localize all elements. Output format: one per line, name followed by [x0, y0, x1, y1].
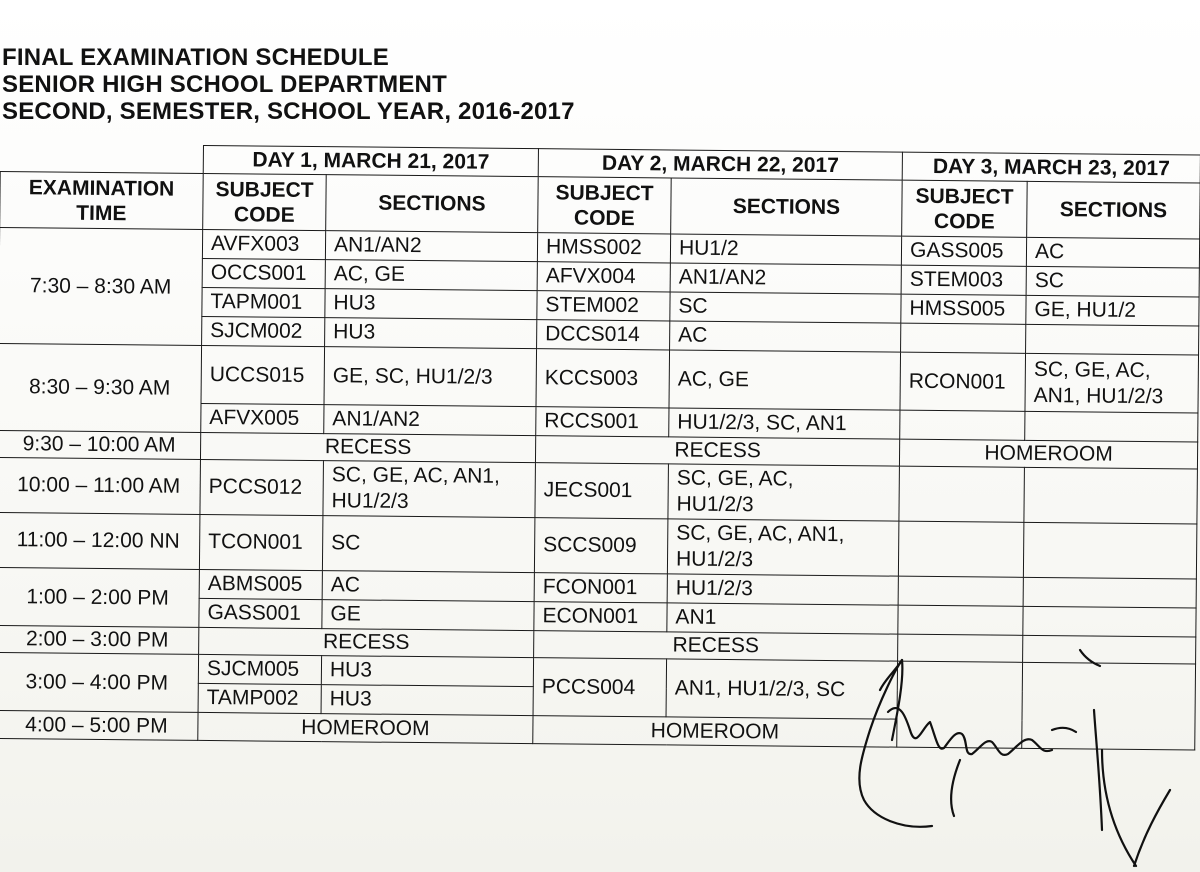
sections-cell: AN1 — [667, 603, 898, 634]
title-line-1: FINAL EXAMINATION SCHEDULE — [2, 44, 389, 71]
day3-header: DAY 3, MARCH 23, 2017 — [902, 152, 1200, 183]
sections-line: SC, GE, AC, AN1, — [676, 521, 845, 547]
sections-line: SC, GE, AC, — [1033, 357, 1151, 382]
day3-code-header-l2: CODE — [933, 209, 995, 234]
sections-cell: AC, GE — [669, 350, 901, 410]
header-corner — [0, 144, 203, 174]
time-slot-1000: 10:00 – 11:00 AM — [0, 457, 200, 514]
sections-cell — [667, 519, 899, 576]
day3-code-header — [902, 180, 1028, 237]
sections-cell: HU3 — [325, 289, 537, 320]
sections-cell: AC — [1026, 237, 1199, 268]
sections-cell: GE, HU1/2 — [1026, 295, 1199, 326]
exam-time-header — [0, 172, 203, 230]
subject-code: SJCM002 — [202, 316, 325, 346]
subject-code: TAPM001 — [202, 287, 325, 317]
day3-sections-header: SECTIONS — [1027, 181, 1200, 239]
subject-code: GASS001 — [199, 598, 322, 628]
subject-code: HMSS002 — [537, 233, 670, 263]
empty-cell — [1023, 635, 1196, 664]
subject-code: ECON001 — [534, 602, 667, 632]
empty-cell — [899, 466, 1025, 522]
day1-homeroom: HOMEROOM — [198, 712, 533, 743]
subject-code: KCCS003 — [536, 349, 670, 408]
subject-code: AVFX003 — [202, 229, 325, 259]
day1-recess: RECESS — [199, 627, 534, 657]
sections-cell: AN1/AN2 — [324, 405, 536, 436]
subject-code: OCCS001 — [202, 258, 325, 288]
subject-code: AFVX004 — [537, 262, 670, 292]
empty-cell — [898, 605, 1023, 635]
empty-cell — [898, 634, 1023, 662]
sections-cell — [323, 461, 536, 518]
subject-code: RCCS001 — [536, 407, 669, 437]
sections-cell: HU1/2/3 — [667, 574, 898, 605]
empty-cell — [898, 521, 1024, 577]
sections-line: HU1/2/3 — [676, 492, 754, 517]
subject-code: FCON001 — [534, 573, 667, 603]
empty-cell — [897, 661, 1023, 748]
subject-code: ABMS005 — [199, 569, 322, 599]
day1-code-header-l2: CODE — [233, 202, 295, 227]
empty-cell — [1023, 606, 1196, 637]
sections-cell: GE, SC, HU1/2/3 — [324, 347, 537, 407]
day1-code-header-l1: SUBJECT — [215, 177, 314, 202]
sections-cell: SC — [322, 516, 535, 573]
time-slot-400: 4:00 – 5:00 PM — [0, 710, 198, 740]
empty-cell — [1022, 662, 1196, 750]
sections-cell: HU3 — [325, 318, 537, 349]
title-line-2: SENIOR HIGH SCHOOL DEPARTMENT — [2, 71, 447, 98]
sections-cell: AC, GE — [325, 260, 537, 291]
time-slot-1100: 11:00 – 12:00 NN — [0, 512, 200, 569]
sections-cell: HU1/2/3, SC, AN1 — [669, 408, 900, 439]
day2-code-header — [538, 177, 672, 234]
day3-homeroom: HOMEROOM — [899, 439, 1197, 469]
subject-code: SCCS009 — [534, 518, 668, 574]
subject-code: UCCS015 — [201, 345, 325, 404]
sections-line: SC, GE, AC, AN1, — [331, 463, 500, 488]
subject-code: TCON001 — [199, 514, 323, 570]
empty-cell — [898, 576, 1023, 606]
empty-cell — [1023, 522, 1197, 579]
empty-cell — [1023, 577, 1196, 608]
subject-code: JECS001 — [535, 463, 669, 519]
sections-cell: GE — [322, 600, 534, 631]
day3-code-header-l1: SUBJECT — [915, 184, 1014, 209]
sections-line: SC, GE, AC, — [676, 466, 794, 491]
table-row — [0, 343, 1199, 413]
day2-sections-header: SECTIONS — [671, 178, 903, 236]
empty-cell — [1025, 411, 1198, 442]
exam-time-header-l1: EXAMINATION — [28, 175, 175, 201]
sections-cell: AC — [670, 321, 901, 352]
sections-line: HU1/2/3 — [675, 547, 754, 572]
subject-code: PCCS004 — [533, 658, 667, 717]
time-slot-300: 3:00 – 4:00 PM — [0, 652, 199, 712]
day1-sections-header: SECTIONS — [326, 175, 539, 233]
sections-cell: HU3 — [321, 656, 533, 687]
day2-recess: RECESS — [535, 436, 899, 466]
empty-cell — [901, 323, 1026, 353]
time-slot-200: 2:00 – 3:00 PM — [0, 625, 199, 654]
subject-code: AFVX005 — [201, 403, 324, 433]
sections-cell: AN1/AN2 — [670, 263, 901, 294]
empty-cell — [1024, 467, 1198, 524]
subject-code: DCCS014 — [537, 320, 670, 350]
subject-code: STEM003 — [901, 265, 1026, 295]
sections-cell: HU3 — [321, 685, 533, 716]
exam-time-header-l2: TIME — [76, 201, 127, 225]
subject-code: RCON001 — [900, 352, 1026, 411]
sections-cell: AN1/AN2 — [325, 231, 537, 262]
sections-cell — [668, 464, 900, 521]
day2-code-header-l2: CODE — [573, 206, 635, 230]
subject-code: SJCM005 — [198, 654, 321, 684]
sections-cell: AC — [322, 571, 534, 602]
day2-homeroom: HOMEROOM — [533, 716, 897, 747]
sections-cell: HU1/2 — [670, 234, 901, 265]
day2-recess: RECESS — [534, 631, 898, 661]
time-slot-930: 9:30 – 10:00 AM — [0, 430, 201, 459]
subject-code: PCCS012 — [200, 459, 324, 515]
subject-code: TAMP002 — [198, 683, 321, 713]
document-title — [2, 44, 575, 125]
time-slot-830: 8:30 – 9:30 AM — [0, 343, 202, 432]
day1-header: DAY 1, MARCH 21, 2017 — [203, 145, 538, 176]
subject-code: GASS005 — [901, 236, 1026, 266]
day2-header: DAY 2, MARCH 22, 2017 — [538, 149, 902, 180]
sections-cell: SC — [670, 292, 901, 323]
subject-code: STEM002 — [537, 291, 670, 321]
sections-line: HU1/2/3 — [331, 489, 409, 513]
day1-code-header — [203, 173, 327, 230]
empty-cell — [1026, 324, 1199, 355]
title-line-3: SECOND, SEMESTER, SCHOOL YEAR, 2016-2017 — [2, 98, 575, 125]
sections-cell: SC — [1026, 266, 1199, 297]
day2-code-header-l1: SUBJECT — [555, 180, 654, 205]
sections-line: AN1, HU1/2/3 — [1033, 383, 1164, 408]
subject-code: HMSS005 — [901, 294, 1026, 324]
time-slot-730: 7:30 – 8:30 AM — [0, 228, 203, 346]
empty-cell — [900, 410, 1025, 440]
sections-cell: AN1, HU1/2/3, SC — [666, 659, 898, 719]
exam-schedule-table — [0, 143, 1200, 751]
sections-cell — [1025, 353, 1199, 413]
day1-recess: RECESS — [200, 432, 535, 462]
time-slot-100: 1:00 – 2:00 PM — [0, 567, 199, 627]
